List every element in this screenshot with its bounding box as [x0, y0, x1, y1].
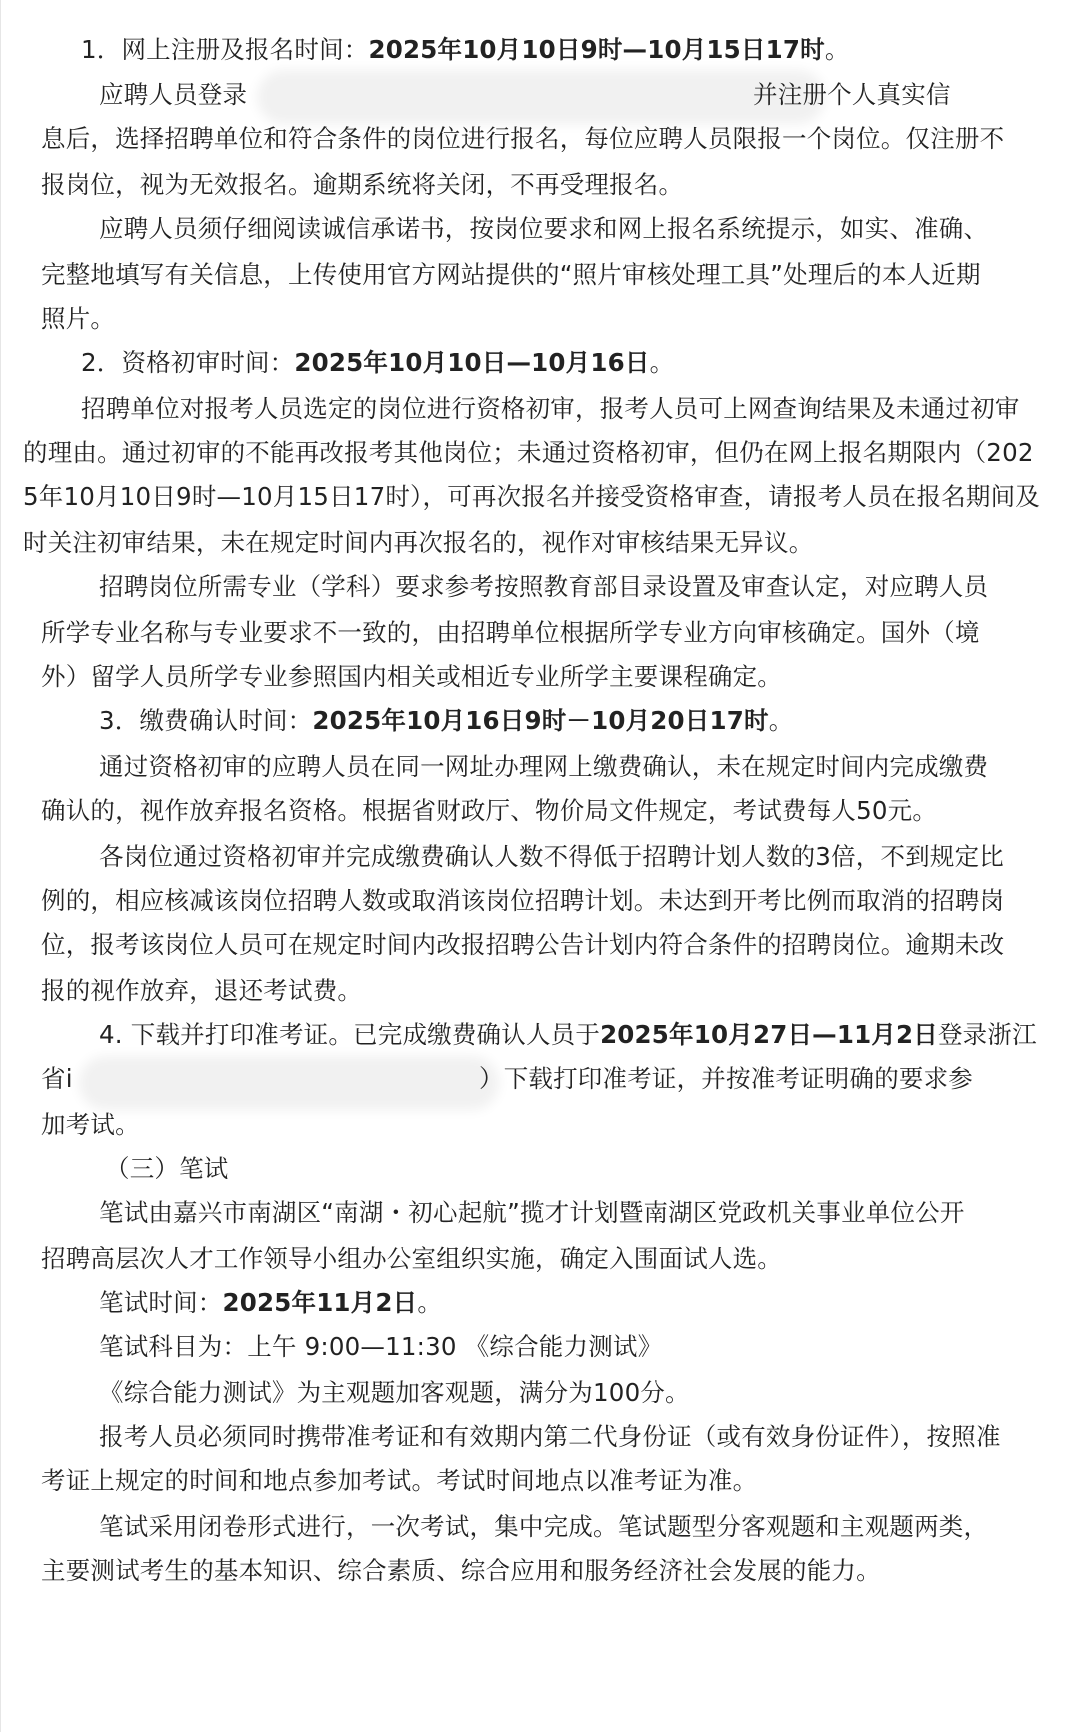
- bold-date-text: 2025年10月10日9时—10月15日17时: [368, 35, 825, 64]
- line-text: 确认的，视作放弃报名资格。根据省财政厅、物价局文件规定，考试费每人50元。: [41, 796, 938, 825]
- text-line: [41, 1108, 140, 1142]
- line-text: 所学专业名称与专业要求不一致的，由招聘单位根据所学专业方向审核确定。国外（境: [41, 618, 980, 647]
- text-line: [41, 1062, 73, 1096]
- text-line: [41, 884, 1004, 918]
- text-line: [41, 302, 115, 336]
- line-text: 照片。: [41, 304, 116, 333]
- line-text: 加考试。: [41, 1110, 140, 1139]
- text-line: [41, 974, 362, 1008]
- line-text: 考证上规定的时间和地点参加考试。考试时间地点以准考证为准。: [41, 1466, 758, 1495]
- line-text: 息后，选择招聘单位和符合条件的岗位进行报名，每位应聘人员限报一个岗位。仅注册不: [41, 124, 1005, 153]
- text-line: [41, 258, 981, 292]
- line-text: 招聘单位对报考人员选定的岗位进行资格初审，报考人员可上网查询结果及未通过初审: [81, 394, 1020, 423]
- line-text: 完整地填写有关信息，上传使用官方网站提供的“照片审核处理工具”处理后的本人近期: [41, 260, 981, 289]
- bold-date-text: 2025年10月16日9时－10月20日17时: [312, 706, 769, 735]
- text-line: [99, 1018, 1037, 1052]
- line-text: 4. 下载并打印准考证。已完成缴费确认人员于: [99, 1020, 601, 1049]
- line-text: 。: [417, 1288, 443, 1317]
- text-line: [23, 480, 1040, 514]
- text-line: [41, 1554, 881, 1588]
- bold-date-text: 2025年10月10日—10月16日: [294, 348, 650, 377]
- text-line: [41, 168, 683, 202]
- line-text: 笔试采用闭卷形式进行，一次考试，集中完成。笔试题型分客观题和主观题两类，: [99, 1512, 989, 1541]
- text-line: [41, 660, 782, 694]
- text-line: [99, 1376, 690, 1410]
- redaction-blur: [89, 1066, 489, 1100]
- line-text: 报考人员必须同时携带准考证和有效期内第二代身份证（或有效身份证件），按照准: [99, 1422, 1001, 1451]
- line-text: 报岗位，视为无效报名。逾期系统将关闭，不再受理报名。: [41, 170, 684, 199]
- text-line: [99, 1330, 662, 1364]
- line-text: 笔试时间：: [99, 1288, 223, 1317]
- line-text: 位，报考该岗位人员可在规定时间内改报招聘公告计划内符合条件的招聘岗位。逾期未改: [41, 930, 1005, 959]
- line-text: 。: [824, 35, 850, 64]
- redaction-blur: [267, 80, 815, 114]
- text-line: [105, 1152, 229, 1186]
- line-text: 外）留学人员所学专业参照国内相关或相近专业所学主要课程确定。: [41, 662, 782, 691]
- line-text: （三）笔试: [105, 1154, 229, 1183]
- text-line: [753, 78, 951, 112]
- text-line: [41, 794, 937, 828]
- text-line: [23, 526, 813, 560]
- text-line: [99, 1510, 988, 1544]
- bold-date-text: 2025年10月27日—11月2日: [600, 1020, 938, 1049]
- line-text: 应聘人员须仔细阅读诚信承诺书，按岗位要求和网上报名系统提示，如实、准确、: [99, 214, 989, 243]
- text-line: [99, 1286, 442, 1320]
- bold-date-text: 2025年11月2日: [222, 1288, 418, 1317]
- text-line: [41, 1464, 757, 1498]
- line-text: 笔试由嘉兴市南湖区“南湖・初心起航”揽才计划暨南湖区党政机关事业单位公开: [99, 1198, 965, 1227]
- text-line: [81, 346, 674, 380]
- line-text: 招聘高层次人才工作领导小组办公室组织实施，确定入围面试人选。: [41, 1244, 782, 1273]
- text-line: [99, 1420, 1001, 1454]
- line-text: 通过资格初审的应聘人员在同一网址办理网上缴费确认，未在规定时间内完成缴费: [99, 752, 989, 781]
- line-text: 1．网上注册及报名时间：: [81, 35, 369, 64]
- line-text: 笔试科目为：上午 9:00—11:30 《综合能力测试》: [99, 1332, 663, 1361]
- text-line: [41, 616, 980, 650]
- text-line: [99, 704, 793, 738]
- line-text: 时关注初审结果，未在规定时间内再次报名的，视作对审核结果无异议。: [23, 528, 814, 557]
- line-text: 。: [768, 706, 794, 735]
- text-line: [81, 392, 1020, 426]
- line-text: 例的，相应核减该岗位招聘人数或取消该岗位招聘计划。未达到开考比例而取消的招聘岗: [41, 886, 1005, 915]
- text-line: [99, 78, 247, 112]
- text-line: [99, 750, 988, 784]
- line-text: 3．缴费确认时间：: [99, 706, 313, 735]
- line-text: 招聘岗位所需专业（学科）要求参考按照教育部目录设置及审查认定，对应聘人员: [99, 572, 989, 601]
- text-line: [99, 212, 988, 246]
- line-text: 。: [649, 348, 675, 377]
- line-text: 登录浙江: [937, 1020, 1037, 1049]
- line-text: ）下载打印准考证，并按准考证明确的要求参: [479, 1064, 973, 1093]
- line-text: 各岗位通过资格初审并完成缴费确认人数不得低于招聘计划人数的3倍，不到规定比: [99, 842, 1004, 871]
- text-line: [99, 840, 1004, 874]
- line-text: 《综合能力测试》为主观题加客观题，满分为100分。: [99, 1378, 690, 1407]
- line-text: 应聘人员登录: [99, 80, 248, 109]
- text-line: [99, 570, 988, 604]
- text-line: [479, 1062, 973, 1096]
- text-line: [99, 1196, 965, 1230]
- line-text: 2．资格初审时间：: [81, 348, 295, 377]
- text-line: [23, 436, 1034, 470]
- line-text: 的理由。通过初审的不能再改报考其他岗位；未通过资格初审，但仍在网上报名期限内（202: [23, 438, 1034, 467]
- line-text: 并注册个人真实信: [753, 80, 951, 109]
- line-text: 主要测试考生的基本知识、综合素质、综合应用和服务经济社会发展的能力。: [41, 1556, 881, 1585]
- line-text: 省i: [41, 1064, 73, 1093]
- line-text: 报的视作放弃，退还考试费。: [41, 976, 363, 1005]
- text-line: [41, 1242, 782, 1276]
- text-line: [81, 33, 850, 67]
- text-line: [41, 122, 1004, 156]
- line-text: 5年10月10日9时—10月15日17时），可再次报名并接受资格审查，请报考人员在报名期间及: [23, 482, 1040, 511]
- text-line: [41, 928, 1004, 962]
